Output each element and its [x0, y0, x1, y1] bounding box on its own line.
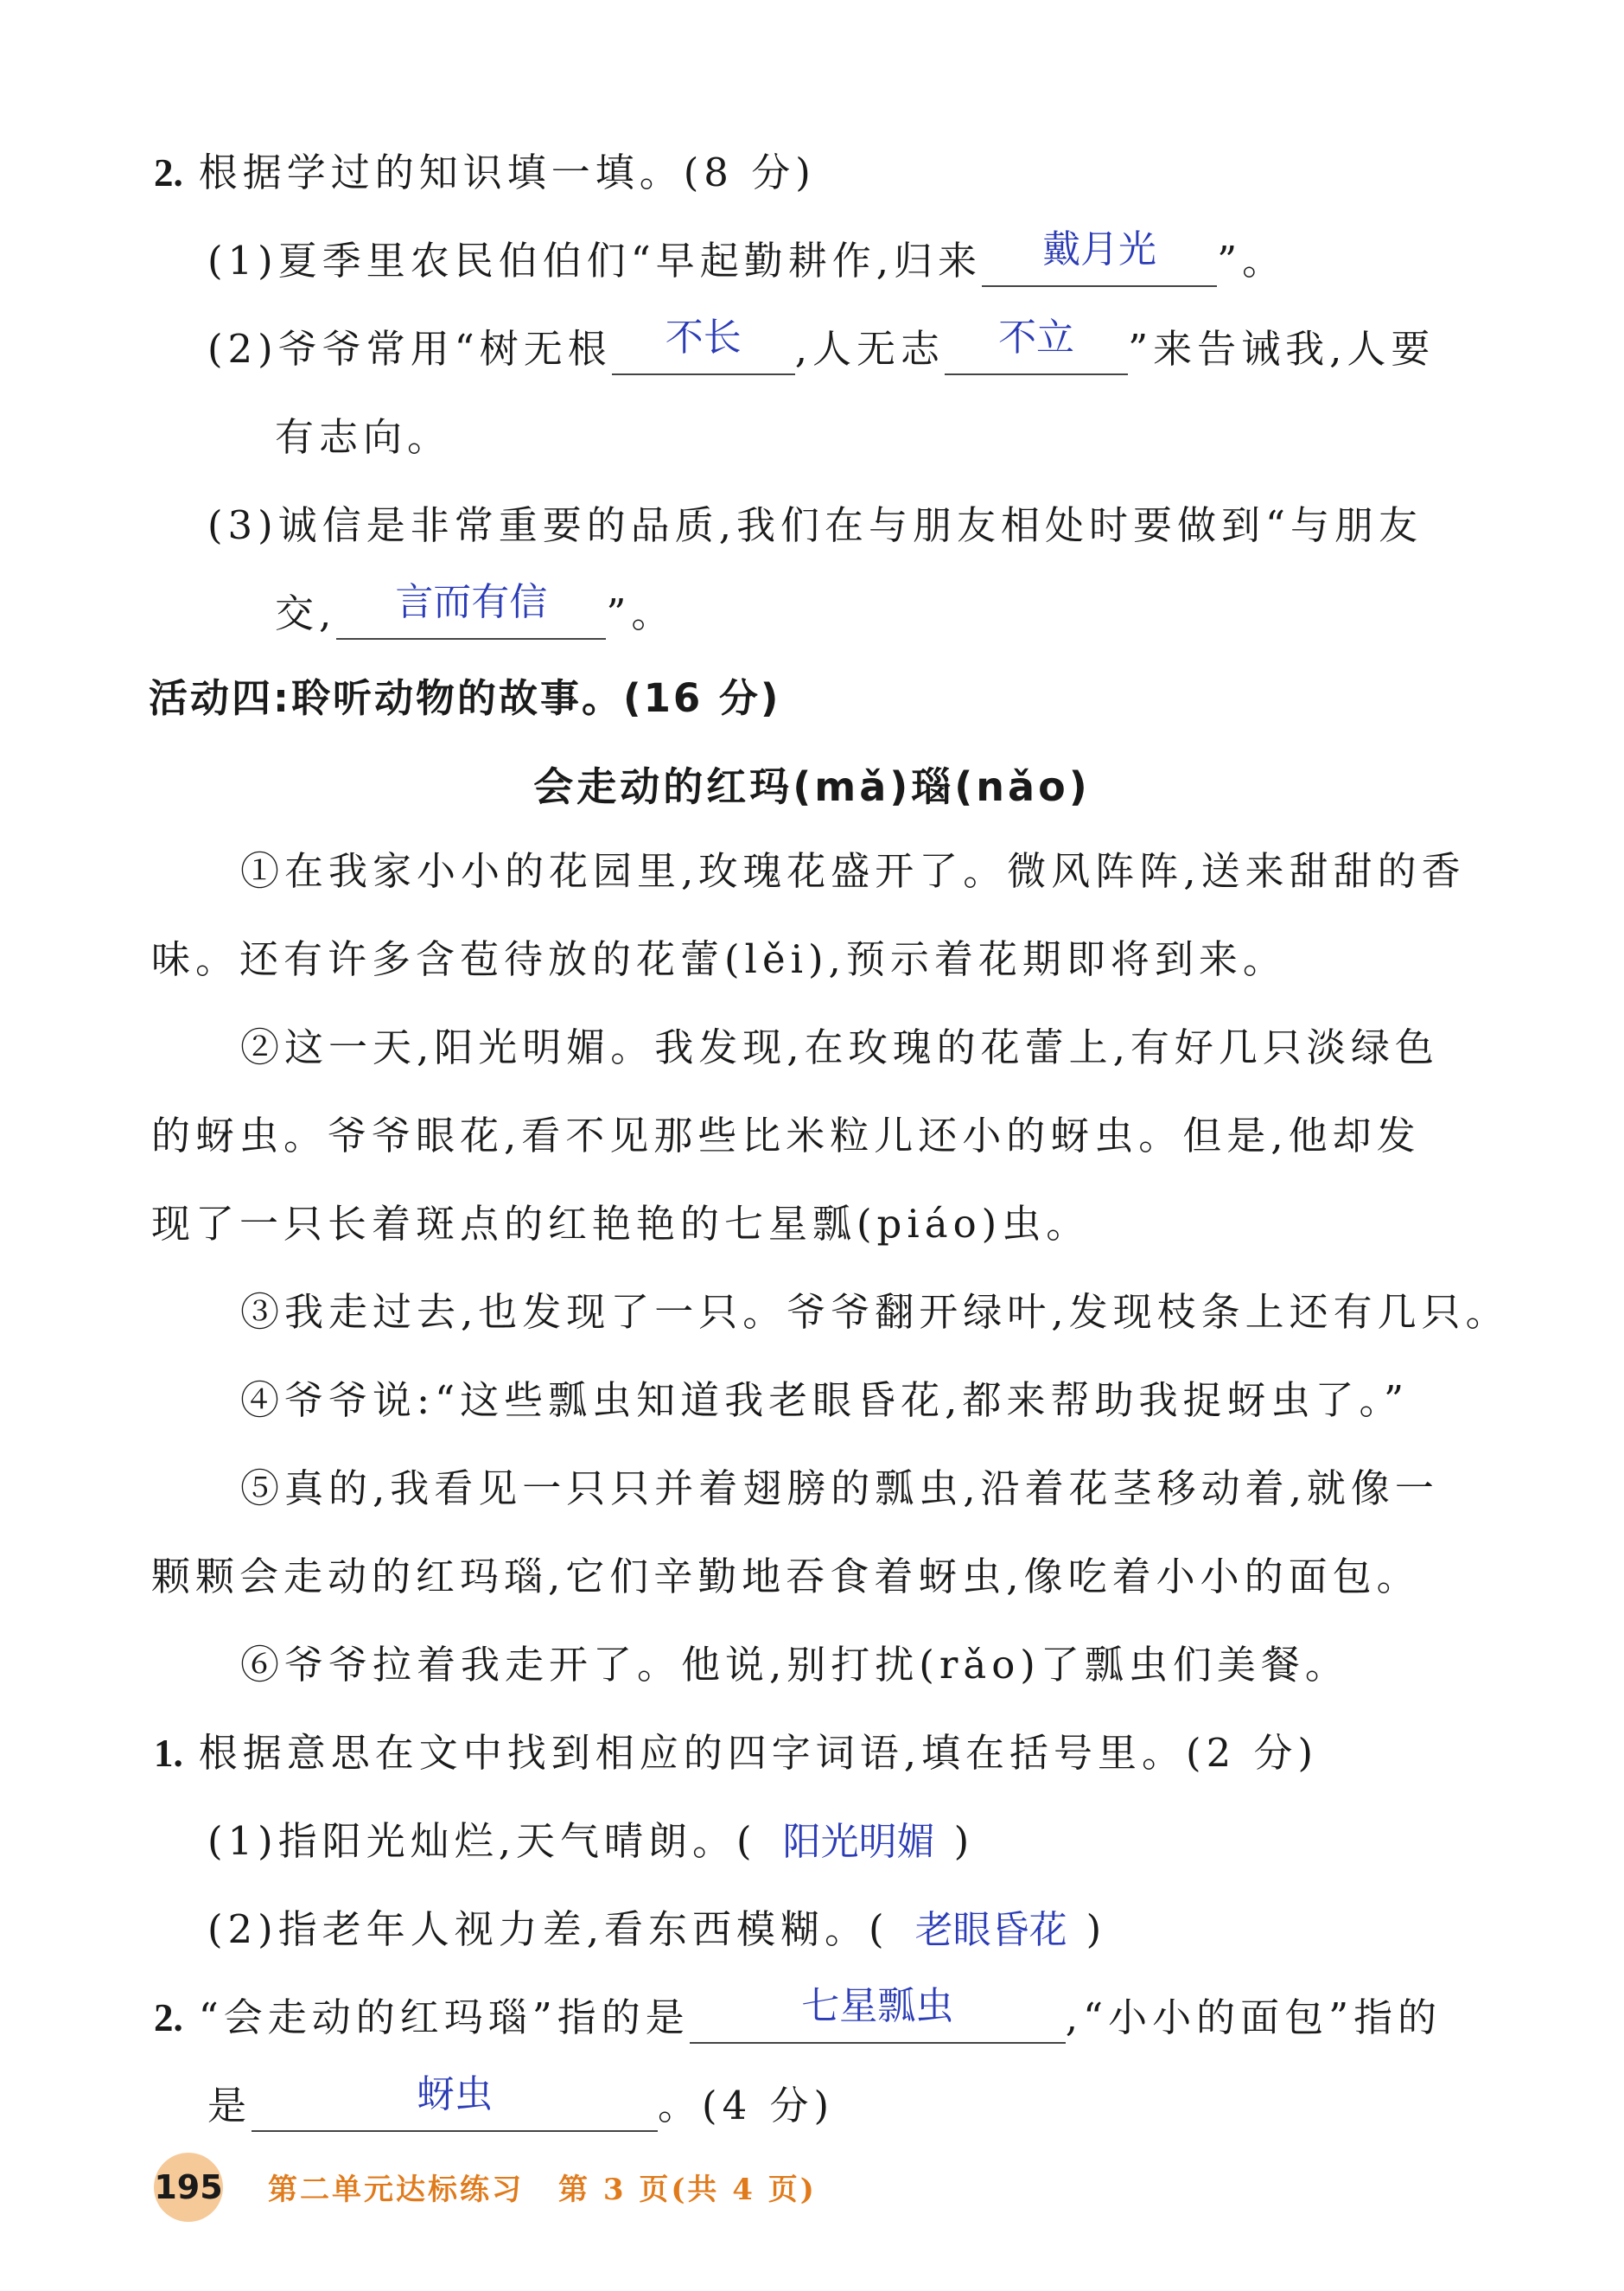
item-text: (1)夏季里农民伯伯们“早起勤耕作,归来 [207, 238, 983, 284]
answer-text: 言而有信 [395, 580, 548, 624]
question-text: “会走动的红玛瑙”指的是 [198, 1994, 690, 2040]
answer-blank[interactable] [982, 227, 1217, 287]
story-paragraph-line: 味。还有许多含苞待放的花蕾(lěi),预示着花期即将到来。 [151, 936, 1287, 982]
answer-text: 戴月光 [1042, 227, 1157, 271]
fill-item-2 [207, 316, 1436, 375]
footer [268, 2166, 851, 2208]
story-paragraph-line: ⑥爷爷拉着我走开了。他说,别打扰(rǎo)了瓢虫们美餐。 [240, 1642, 1349, 1688]
question-text: 根据意思在文中找到相应的四字词语,填在括号里。(2 分) [198, 1730, 1319, 1776]
question-2-refer [154, 1984, 1442, 2044]
item-text: ) [1086, 1906, 1107, 1952]
item-text: ”。 [606, 590, 676, 636]
item-text: (1)指阳光灿烂,天气晴朗。( [207, 1818, 757, 1864]
question-text: 根据学过的知识填一填。(8 分) [198, 150, 816, 195]
question-text: ,“小小的面包”指的 [1065, 1994, 1442, 2040]
item-text: (3)诚信是非常重要的品质,我们在与朋友相处时要做到“与朋友 [207, 502, 1423, 548]
question-text: 是 [207, 2083, 252, 2128]
page-number: 195 [154, 2168, 223, 2206]
item-text: ”。 [1217, 238, 1287, 284]
answer-text: 不长 [665, 316, 742, 360]
story-paragraph-line: ①在我家小小的花园里,玫瑰花盛开了。微风阵阵,送来甜甜的香 [240, 848, 1466, 894]
story-paragraph-line: 的蚜虫。爷爷眼花,看不见那些比米粒儿还小的蚜虫。但是,他却发 [151, 1113, 1421, 1158]
page-number-badge [154, 2153, 223, 2222]
answer-text[interactable]: 老眼昏花 [914, 1908, 1067, 1952]
story-title: 会走动的红玛(mǎ)瑙(nǎo) [533, 763, 1091, 810]
item-text: (2)爷爷常用“树无根 [207, 326, 612, 372]
item-text: ”来告诫我,人要 [1128, 326, 1436, 372]
fill-item-1 [207, 227, 1287, 287]
story-paragraph-line: 现了一只长着斑点的红艳艳的七星瓢(piáo)虫。 [151, 1201, 1091, 1247]
answer-blank[interactable] [612, 316, 795, 375]
item-text: (2)指老年人视力差,看东西模糊。( [207, 1906, 889, 1952]
fill-item-2-cont [275, 412, 451, 463]
question-number: 1. [154, 1732, 183, 1775]
item-text: ) [953, 1818, 975, 1864]
fill-item-3-cont [275, 580, 676, 640]
answer-text: 七星瓢虫 [801, 1984, 954, 2028]
question-number: 2. [154, 1996, 183, 2039]
answer-text[interactable]: 阳光明媚 [782, 1820, 935, 1864]
item-text: 交, [275, 590, 337, 636]
story-paragraph-line: ③我走过去,也发现了一只。爷爷翻开绿叶,发现枝条上还有几只。 [240, 1289, 1510, 1335]
answer-blank[interactable] [336, 580, 606, 640]
story-paragraph-line: ⑤真的,我看见一只只并着翅膀的瓢虫,沿着花茎移动着,就像一 [240, 1465, 1439, 1511]
answer-blank[interactable] [252, 2072, 658, 2132]
story-paragraph-line: ④爷爷说:“这些瓢虫知道我老眼昏花,都来帮助我捉蚜虫了。” [240, 1377, 1409, 1423]
item-text: ,人无志 [794, 326, 946, 372]
fill-item-3 [207, 500, 1423, 552]
question-2-fill [154, 147, 816, 199]
footer-unit: 第二单元达标练习 [268, 2173, 524, 2207]
question-2-refer-cont [207, 2072, 835, 2132]
question-number: 2. [154, 151, 183, 195]
question-text: 。(4 分) [658, 2083, 835, 2128]
word-item-2 [207, 1904, 1106, 1956]
answer-blank[interactable] [945, 316, 1128, 375]
item-text: 有志向。 [275, 414, 452, 460]
story-paragraph-line: ②这一天,阳光明媚。我发现,在玫瑰的花蕾上,有好几只淡绿色 [240, 1024, 1439, 1070]
footer-page-info: 第 3 页(共 4 页) [558, 2173, 817, 2207]
word-item-1 [207, 1816, 974, 1868]
story-paragraph-line: 颗颗会走动的红玛瑙,它们辛勤地吞食着蚜虫,像吃着小小的面包。 [151, 1554, 1421, 1599]
question-1-words [154, 1727, 1318, 1779]
activity-heading: 活动四:聆听动物的故事。(16 分) [149, 675, 781, 721]
answer-blank[interactable] [690, 1984, 1066, 2044]
answer-text: 蚜虫 [417, 2072, 494, 2116]
answer-text: 不立 [998, 316, 1075, 360]
